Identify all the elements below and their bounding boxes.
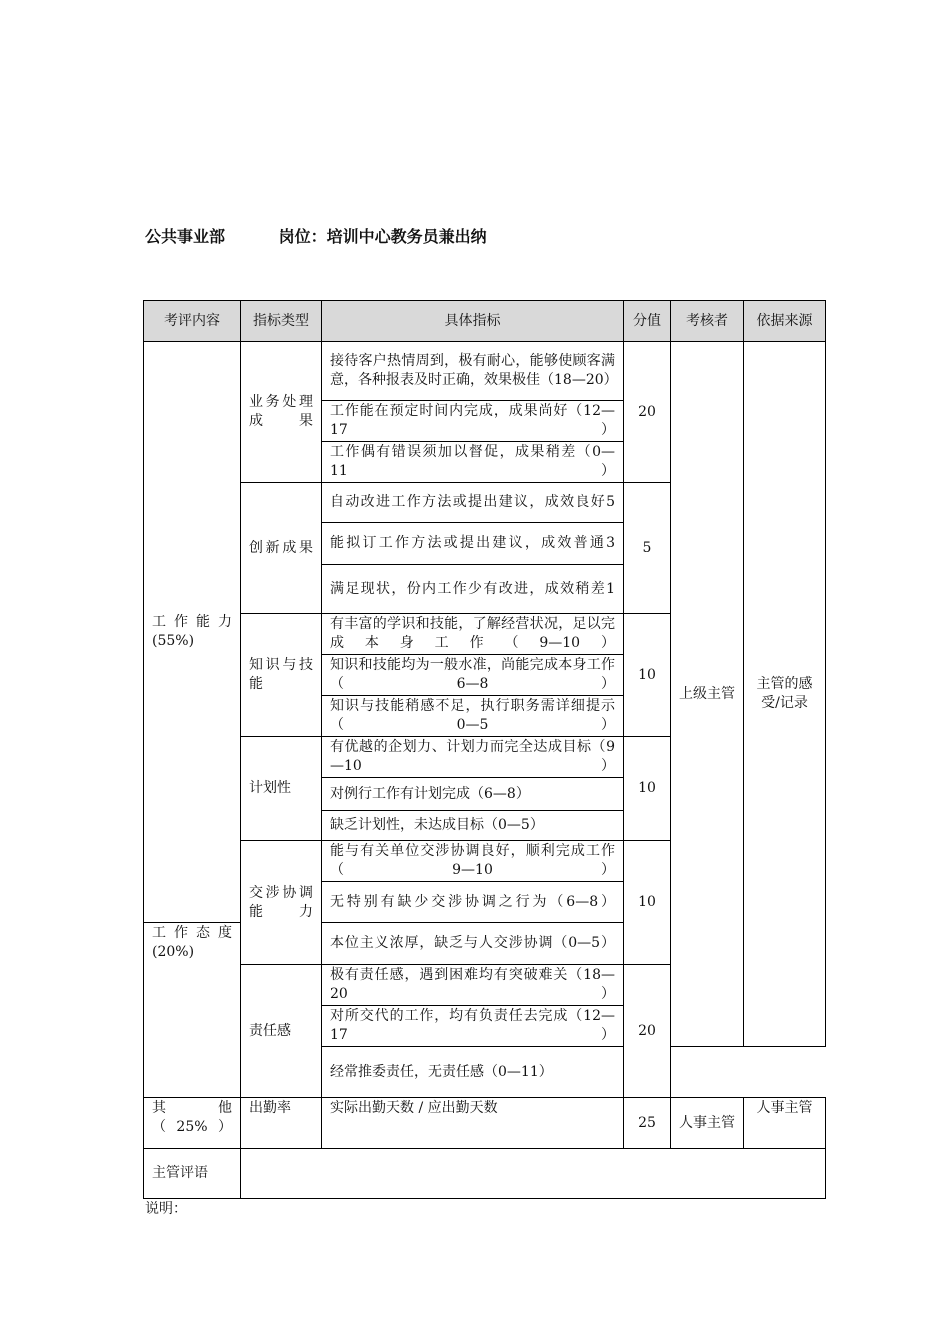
col-header-score: 分值 [624,301,671,342]
position-label: 岗位：培训中心教务员兼出纳 [278,227,487,246]
indicator-item: 知识和技能均为一般水准，尚能完成本身工作（6—8） [322,655,624,696]
col-header-type: 指标类型 [241,301,322,342]
indicator-item: 工作能在预定时间内完成，成果尚好（12—17） [322,401,624,442]
score-cell: 20 [624,965,671,1098]
indicator-item: 自动改进工作方法或提出建议，成效良好5 [322,483,624,523]
department-label: 公共事业部 [145,227,226,246]
indicator-item: 有优越的企划力、计划力而完全达成目标（9—10） [322,737,624,778]
table-header-row [144,301,826,342]
source-cell: 主管的感受/记录 [744,342,826,1047]
attendance-reviewer: 人事主管 [671,1098,744,1149]
col-header-content: 考评内容 [144,301,241,342]
indicator-item: 经常推委责任，无责任感（0—11） [322,1047,624,1098]
col-header-reviewer: 考核者 [671,301,744,342]
indicator-type: 业务处理成果 [241,342,322,483]
category-work-attitude: 工作态度(20%) [144,923,241,1098]
note-label: 说明： [145,1201,187,1217]
indicator-item: 无特别有缺少交涉协调之行为（6—8） [322,882,624,923]
indicator-item: 知识与技能稍感不足，执行职务需详细提示（0—5） [322,696,624,737]
attendance-type: 出勤率 [241,1098,322,1149]
indicator-item: 能与有关单位交涉协调良好，顺利完成工作（9—10） [322,841,624,882]
score-cell: 20 [624,342,671,483]
indicator-item: 有丰富的学识和技能，了解经营状况，足以完成本身工作（9—10） [322,614,624,655]
category-work-ability: 工作能力(55%) [144,342,241,923]
comment-label: 主管评语 [144,1149,241,1199]
indicator-item: 对所交代的工作，均有负责任去完成（12—17） [322,1006,624,1047]
score-cell: 10 [624,614,671,737]
indicator-item: 缺乏计划性，未达成目标（0—5） [322,811,624,841]
col-header-indicator: 具体指标 [322,301,624,342]
attendance-source: 人事主管 [744,1098,826,1149]
attendance-item: 实际出勤天数 / 应出勤天数 [322,1098,624,1149]
form-header [145,224,487,247]
indicator-item: 能拟订工作方法或提出建议，成效普通3 [322,523,624,565]
score-cell: 5 [624,483,671,614]
table-row [144,342,826,401]
indicator-type: 交涉协调能力 [241,841,322,965]
score-cell: 10 [624,737,671,841]
category-other: 其 他（25%） [144,1098,241,1149]
table-row [144,1098,826,1149]
indicator-type: 创新成果 [241,483,322,614]
comment-field[interactable] [241,1149,826,1199]
indicator-item: 接待客户热情周到，极有耐心，能够使顾客满意，各种报表及时正确，效果极佳（18—20） [322,342,624,401]
attendance-score: 25 [624,1098,671,1149]
col-header-source: 依据来源 [744,301,826,342]
evaluation-table [143,300,826,1199]
indicator-item: 本位主义浓厚，缺乏与人交涉协调（0—5） [322,923,624,965]
indicator-type: 计划性 [241,737,322,841]
indicator-type: 知识与技能 [241,614,322,737]
indicator-item: 极有责任感，遇到困难均有突破难关（18—20） [322,965,624,1006]
indicator-type: 责任感 [241,965,322,1098]
indicator-item: 对例行工作有计划完成（6—8） [322,778,624,811]
indicator-item: 工作偶有错误须加以督促，成果稍差（0—11） [322,442,624,483]
score-cell: 10 [624,841,671,965]
indicator-item: 满足现状，份内工作少有改进，成效稍差1 [322,565,624,614]
reviewer-cell: 上级主管 [671,342,744,1047]
table-row [144,1149,826,1199]
